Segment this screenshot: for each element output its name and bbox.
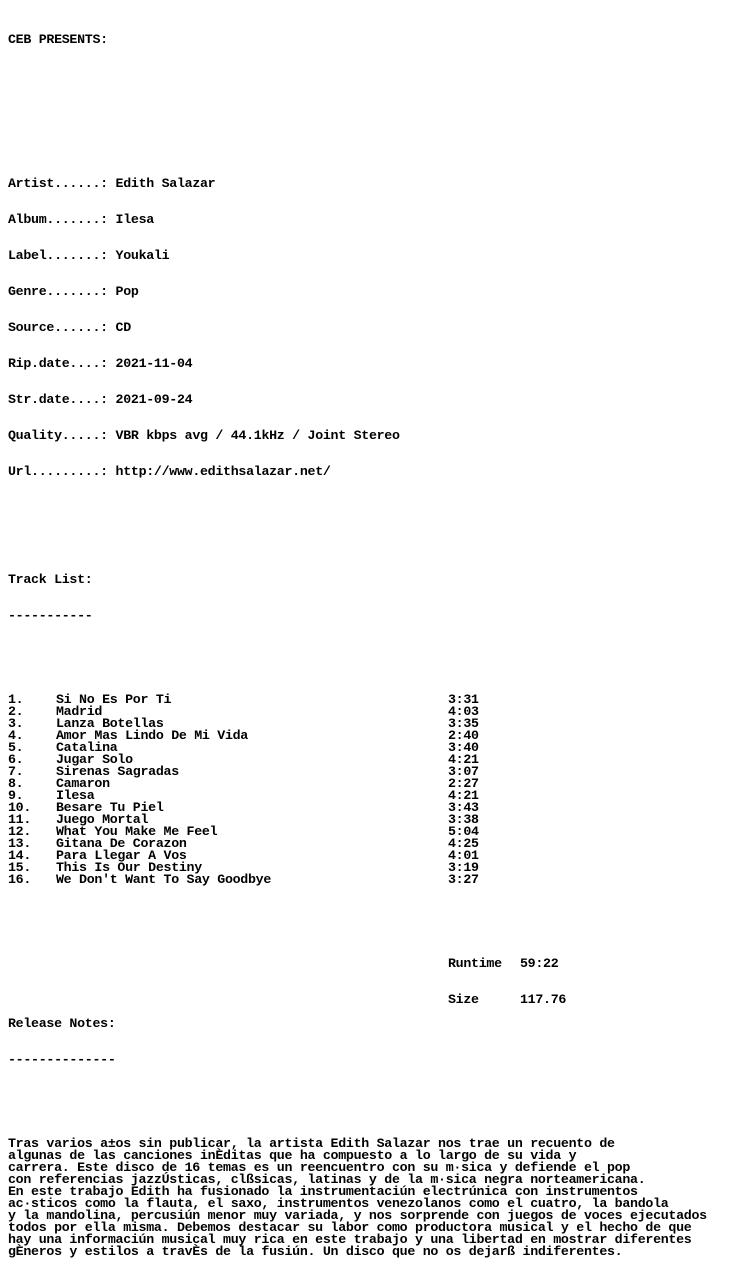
track-time: 4:25 [448,836,479,851]
track-title: Jugar Solo [56,752,133,767]
tracklist [8,694,707,886]
track-time: 3:43 [448,800,479,815]
track-title: This Is Our Destiny [56,860,202,875]
notes-heading: Release Notes: [8,1016,116,1031]
track-row [8,766,707,778]
track-time: 4:01 [448,848,479,863]
notes-line: con referencias jazzÚsticas, clßsicas, latinas y de la m·sica negra norteamericana. [8,1172,646,1187]
blank-line [8,646,707,658]
track-number: 4. [8,728,24,743]
nfo-document [8,10,707,1270]
blank-line [8,1090,707,1102]
track-time: 4:21 [448,752,479,767]
notes-line: En este trabajo Edith ha fusionado la instrumentaciún electrúnica con instrumentos [8,1184,638,1199]
track-title: We Don't Want To Say Goodbye [56,872,272,887]
blank-line [8,922,707,934]
notes-line: algunas de las canciones inÈditas que ha compuesto a lo largo de su vida y [8,1148,577,1163]
size-value: 117.76 [520,992,567,1007]
track-title: Madrid [56,704,103,719]
notes-line: y la mandolina, percusiún menor muy variada, y nos sorprende con juegos de voces ejecutados [8,1208,707,1223]
track-time: 3:38 [448,812,479,827]
meta-genre: Genre.......: Pop [8,284,139,299]
track-title: Para Llegar A Vos [56,848,187,863]
track-number: 9. [8,788,24,803]
meta-source: Source......: CD [8,320,131,335]
track-number: 15. [8,860,32,875]
track-time: 4:21 [448,788,479,803]
meta-url: Url.........: http://www.edithsalazar.net/ [8,464,331,479]
track-time: 3:27 [448,872,479,887]
meta-album: Album.......: Ilesa [8,212,154,227]
track-number: 2. [8,704,24,719]
notes-line: carrera. Este disco de 16 temas es un reencuentro con su m·sica y defiende el pop [8,1160,631,1175]
track-time: 4:03 [448,704,479,719]
blank-line [8,106,707,118]
meta-block [8,154,707,502]
track-time: 3:31 [448,692,479,707]
header-title: CEB PRESENTS: [8,32,108,47]
track-number: 7. [8,764,24,779]
track-row [8,694,707,706]
track-time: 3:19 [448,860,479,875]
track-time: 2:27 [448,776,479,791]
blank-line [8,538,707,550]
tracklist-heading: Track List: [8,572,93,587]
track-title: Juego Mortal [56,812,149,827]
track-number: 10. [8,800,32,815]
track-time: 3:35 [448,716,479,731]
meta-label: Label.......: Youkali [8,248,170,263]
track-number: 14. [8,848,32,863]
track-title: Gitana De Corazon [56,836,187,851]
track-number: 16. [8,872,32,887]
track-title: What You Make Me Feel [56,824,218,839]
track-title: Sirenas Sagradas [56,764,179,779]
track-number: 11. [8,812,32,827]
track-number: 8. [8,776,24,791]
meta-rip-date: Rip.date....: 2021-11-04 [8,356,193,371]
notes-line: ac·sticos como la flauta, el saxo, instrumentos venezolanos como el cuatro, la bandola [8,1196,669,1211]
track-number: 13. [8,836,32,851]
track-time: 3:40 [448,740,479,755]
runtime-value: 59:22 [520,956,559,971]
meta-str-date: Str.date....: 2021-09-24 [8,392,193,407]
track-title: Lanza Botellas [56,716,164,731]
track-title: Besare Tu Piel [56,800,164,815]
track-time: 3:07 [448,764,479,779]
notes-line: todos por ella misma. Debemos destacar su labor como productora musical y el hecho de que [8,1220,692,1235]
runtime-row [8,958,707,970]
track-row [8,874,707,886]
notes-line: Tras varios a±os sin publicar, la artista Edith Salazar nos trae un recuento de [8,1136,615,1151]
track-time: 2:40 [448,728,479,743]
release-notes [8,1138,707,1258]
track-title: Si No Es Por Ti [56,692,172,707]
track-number: 1. [8,692,24,707]
meta-artist: Artist......: Edith Salazar [8,176,216,191]
size-label: Size [448,992,479,1007]
track-row [8,778,707,790]
meta-quality: Quality.....: VBR kbps avg / 44.1kHz / Joint Stereo [8,428,400,443]
blank-line [8,70,707,82]
notes-line: gÈneros y estilos a travÈs de la fusiún. Un disco que no os dejarß indiferentes. [8,1244,623,1259]
track-number: 5. [8,740,24,755]
track-title: Ilesa [56,788,95,803]
track-time: 5:04 [448,824,479,839]
track-title: Camaron [56,776,110,791]
tracklist-underline: ----------- [8,608,93,623]
track-title: Catalina [56,740,118,755]
notes-line: hay una informaciún musical muy rica en este trabajo y una libertad en mostrar diferentes [8,1232,692,1247]
size-row [8,994,707,1006]
runtime-label: Runtime [448,956,502,971]
track-number: 12. [8,824,32,839]
notes-underline: -------------- [8,1052,116,1067]
track-number: 3. [8,716,24,731]
track-number: 6. [8,752,24,767]
track-title: Amor Mas Lindo De Mi Vida [56,728,248,743]
